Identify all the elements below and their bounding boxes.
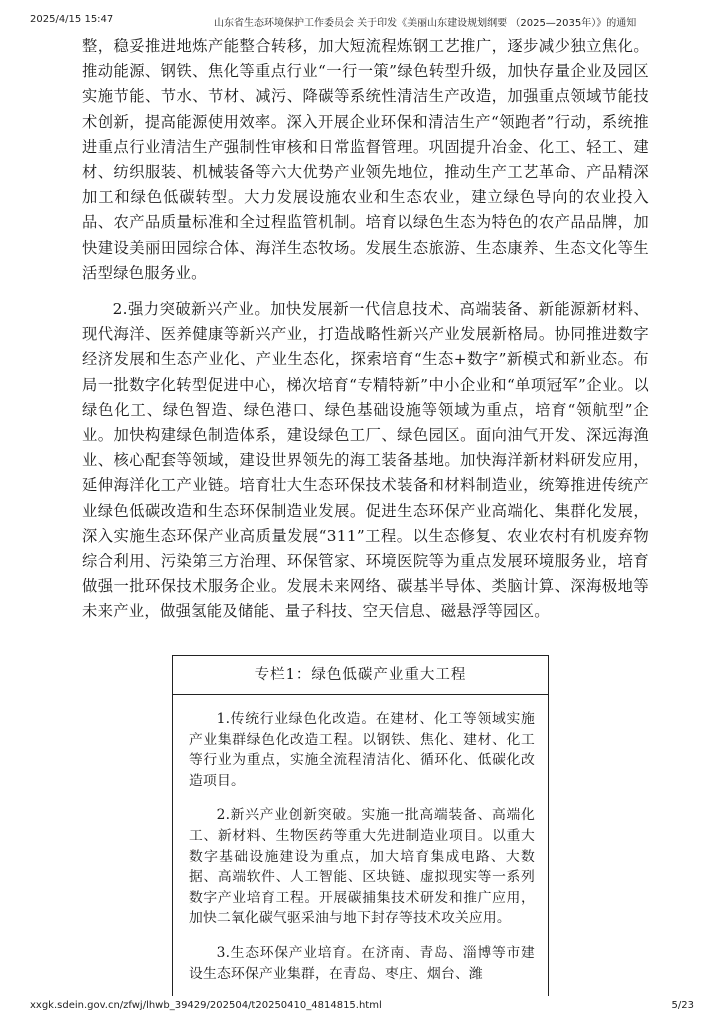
browser-print-header xyxy=(0,0,724,36)
column-box-item: 3.生态环保产业培育。在济南、青岛、淄博等市建设生态环保产业集群，在青岛、枣庄、烟台、潍 xyxy=(189,944,535,982)
print-page-title: 山东省生态环境保护工作委员会 关于印发《美丽山东建设规划纲要 （2025—2035年）》的通知 xyxy=(214,18,637,29)
print-page-number: 5/23 xyxy=(671,1000,694,1011)
print-datetime: 2025/4/15 15:47 xyxy=(30,14,114,25)
print-url[interactable]: xxgk.sdein.gov.cn/zfwj/lhwb_39429/202504/t20250410_4814815.html xyxy=(30,1000,382,1011)
document-body xyxy=(82,34,649,625)
column-box-body xyxy=(173,695,548,984)
paragraph-continuation: 整，稳妥推进地炼产能整合转移，加大短流程炼钢工艺推广，逐步减少独立焦化。推动能源、钢铁、焦化等重点行业“一行一策”绿色转型升级，加快存量企业及园区实施节能、节水、节材、减污、降碳等系统性清洁生产改造，加强重点领域节能技术创新，提高能源使用效率。深入开展企业环保和清洁生产“领跑者”行动，系统推进重点行业清洁生产强制性审核和日常监督管理。巩固提升冶金、化工、轻工、建材、纺织服装、机械装备等六大优势产业领先地位，推动生产工艺革命、产品精深加工和绿色低碳转型。大力发展设施农业和生态农业，建立绿色导向的农业投入品、农产品质量标准和全过程监管机制。培育以绿色生态为特色的农产品品牌，加快建设美丽田园综合体、海洋生态牧场。发展生态旅游、生态康养、生态文化等生活型绿色服务业。 xyxy=(82,37,649,282)
paragraph-emerging-industries: 2.强力突破新兴产业。加快发展新一代信息技术、高端装备、新能源新材料、现代海洋、医养健康等新兴产业，打造战略性新兴产业发展新格局。协同推进数字经济发展和生态产业化、产业生态化，探索培育“生态+数字”新模式和新业态。布局一批数字化转型促进中心，梯次培育“专精特新”中小企业和“单项冠军”企业。以绿色化工、绿色智造、绿色港口、绿色基础设施等领域为重点，培育“领航型”企业。加快构建绿色制造体系，建设绿色工厂、绿色园区。面向油气开发、深远海渔业、核心配套等领域，建设世界领先的海工装备基地。加快海洋新材料研发应用，延伸海洋化工产业链。培育壮大生态环保技术装备和材料制造业，统筹推进传统产业绿色低碳改造和生态环保制造业发展。促进生态环保产业高端化、集群化发展，深入实施生态环保产业高质量发展“311”工程。以生态修复、农业农村有机废弃物综合利用、污染第三方治理、环保管家、环境医院等为重点发展环境服务业，培育做强一批环保技术服务企业。发展未来网络、碳基半导体、类脑计算、深海极地等未来产业，做强氢能及储能、量子科技、空天信息、磁悬浮等园区。 xyxy=(82,300,649,621)
column-box-item: 1.传统行业绿色化改造。在建材、化工等领域实施产业集群绿色化改造工程。以钢铁、焦化、建材、化工等行业为重点，实施全流程清洁化、循环化、低碳化改造项目。 xyxy=(189,711,535,789)
column-box-item: 2.新兴产业创新突破。实施一批高端装备、高端化工、新材料、生物医药等重大先进制造业项目。以重大数字基础设施建设为重点，加大培育集成电路、大数据、高端软件、人工智能、区块链、虚拟现实等一系列数字产业培育工程。开展碳捕集技术研发和推广应用，加快二氧化碳气驱采油与地下封存等技术攻关应用。 xyxy=(189,807,535,927)
column-box-green-industry xyxy=(172,655,549,996)
column-box-title: 专栏1：绿色低碳产业重大工程 xyxy=(173,656,548,695)
browser-print-footer xyxy=(0,1000,724,1024)
